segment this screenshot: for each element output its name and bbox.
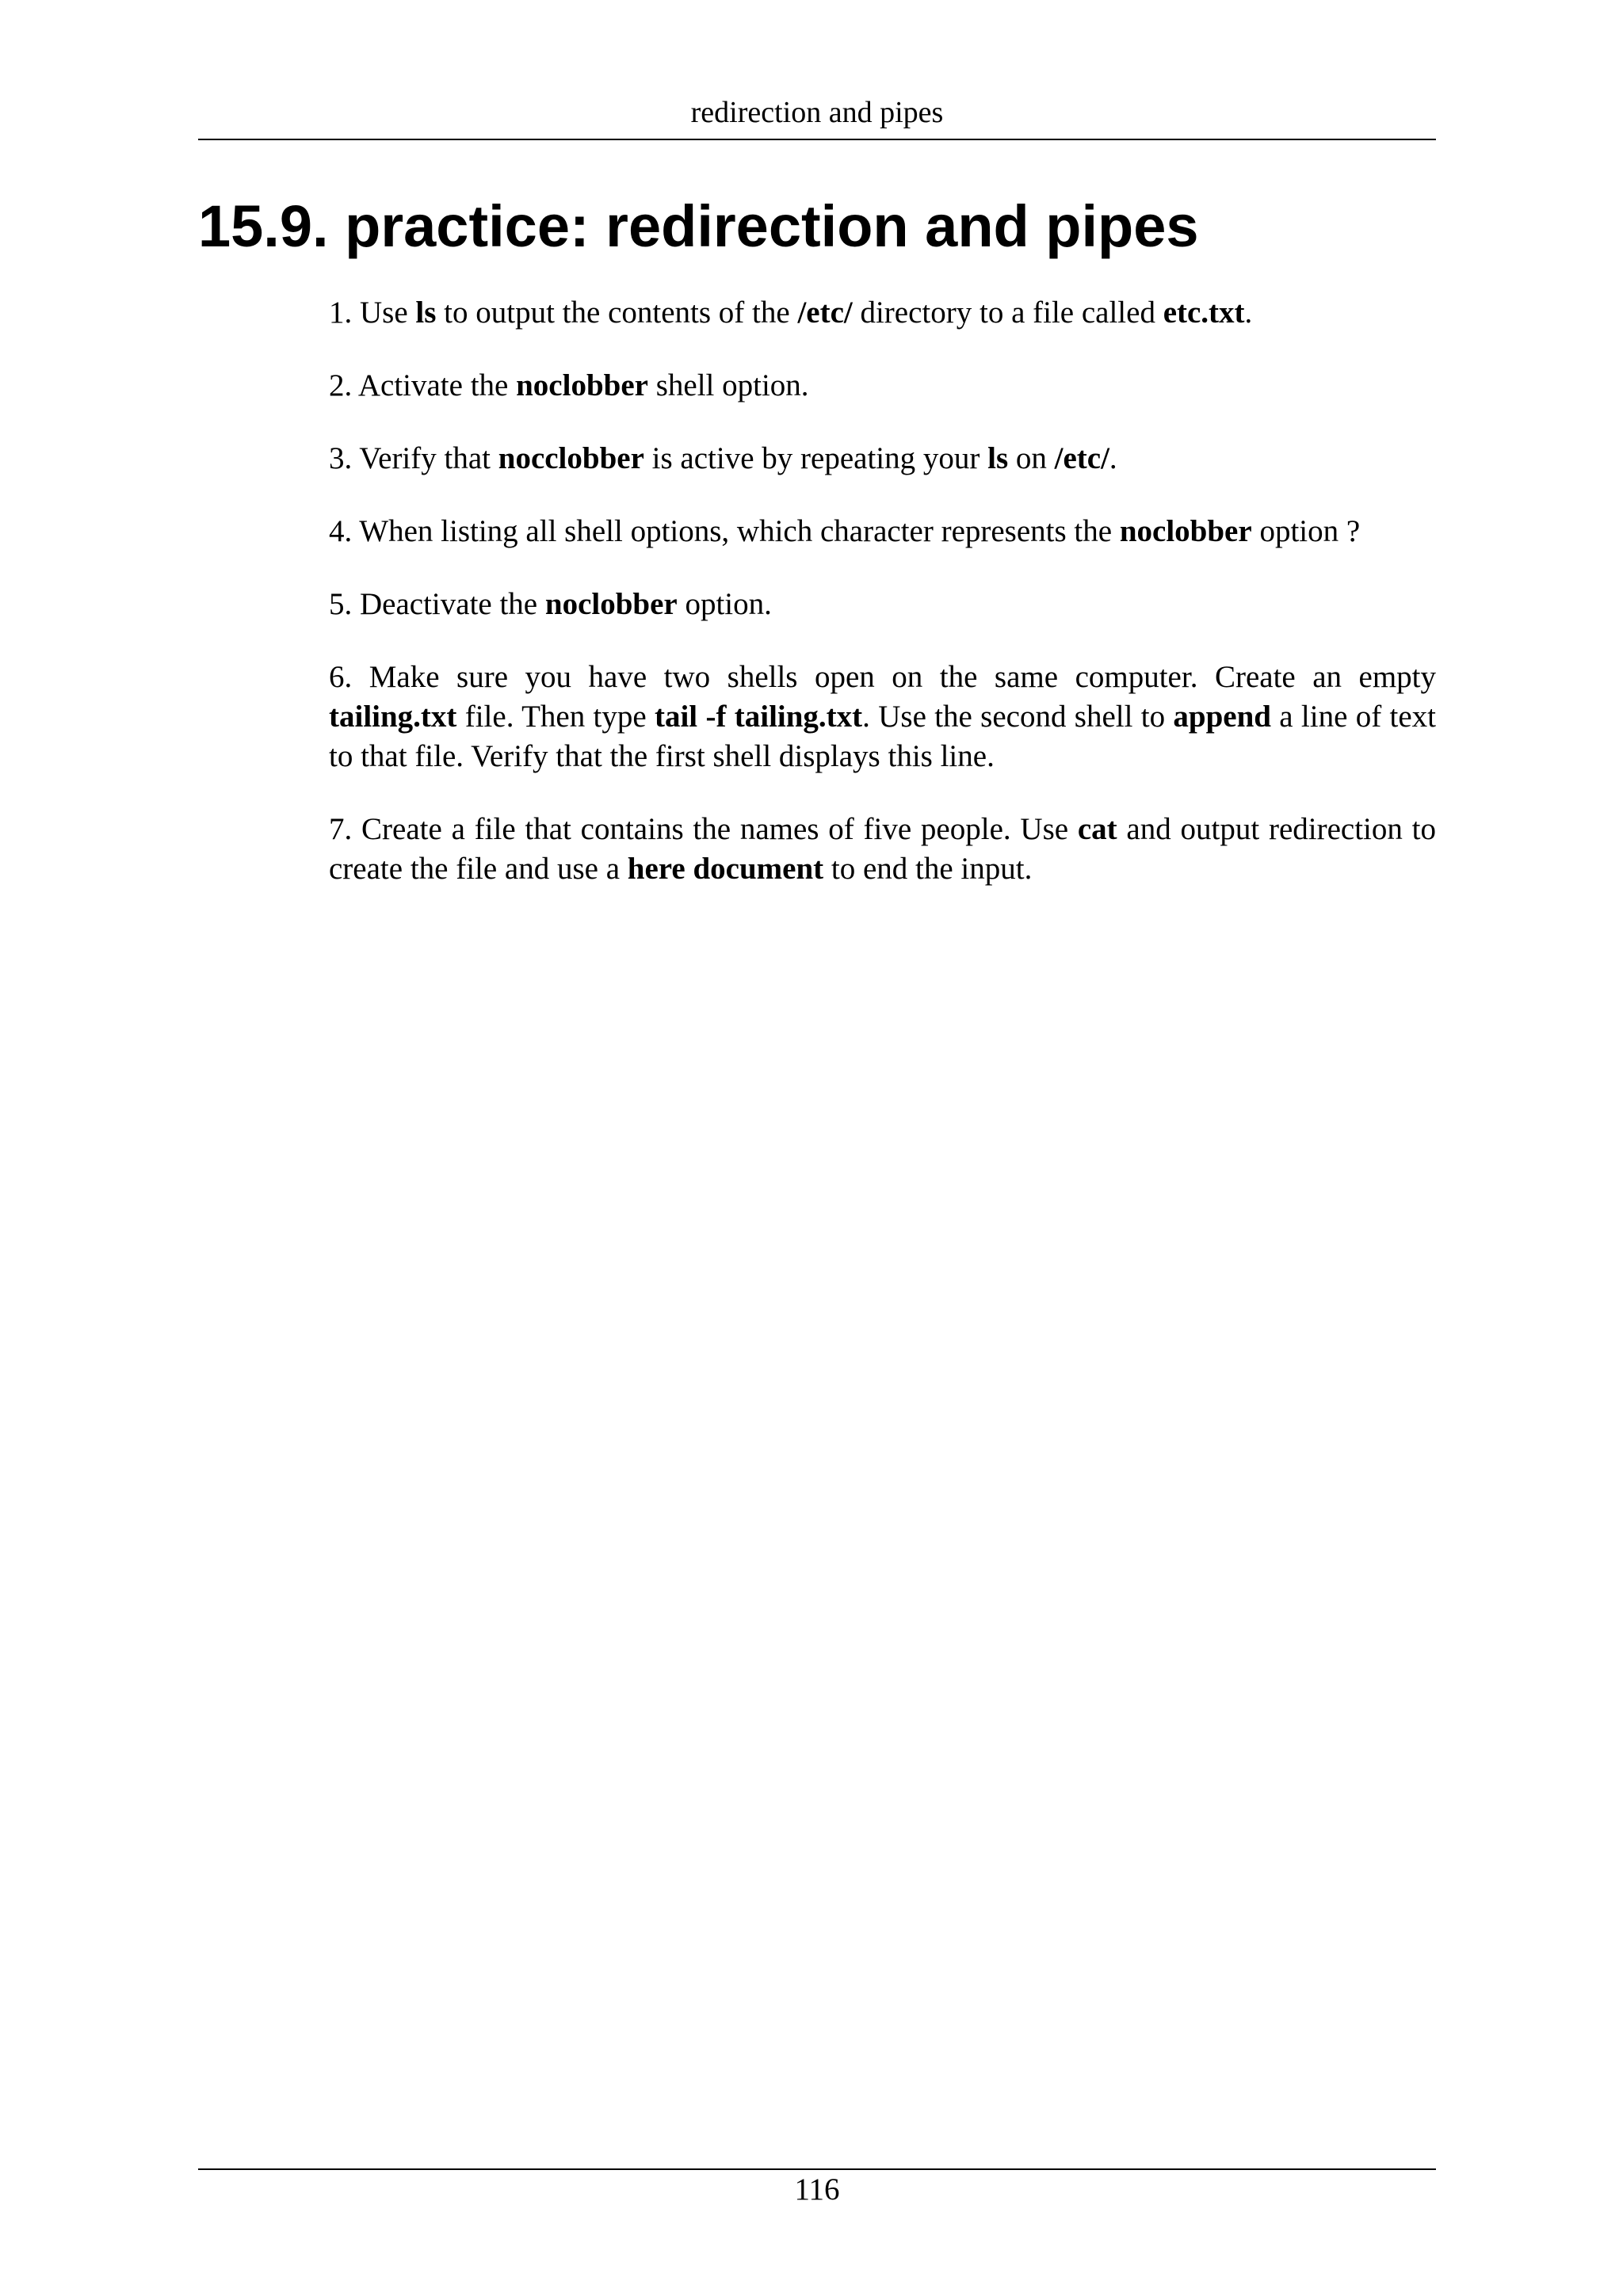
exercise-text: option ? <box>1251 514 1361 548</box>
exercise-text: 1. Use <box>329 296 416 330</box>
header-divider <box>198 139 1436 140</box>
exercise-text: on <box>1008 441 1055 475</box>
exercise-text: option. <box>677 587 772 621</box>
exercise-text: to output the contents of the <box>436 296 798 330</box>
bold-term: etc.txt <box>1163 296 1245 330</box>
exercise-text: shell option. <box>647 368 809 402</box>
bold-term: tail -f tailing.txt <box>654 700 863 734</box>
page-number: 116 <box>794 2172 840 2206</box>
bold-term: cat <box>1077 812 1117 846</box>
exercise-text: . Use the second shell to <box>862 700 1174 734</box>
exercise-text: 6. Make sure you have two shells open on the same computer. Create an empty <box>329 660 1436 694</box>
exercise-item <box>329 439 1436 479</box>
exercise-list <box>329 293 1436 922</box>
exercise-text: and output redirection to create the file and use a <box>329 812 1436 886</box>
bold-term: nocclobber <box>498 441 644 475</box>
section-title: 15.9. practice: redirection and pipes <box>198 193 1199 259</box>
bold-term: noclobber <box>1119 514 1252 548</box>
exercise-text: 4. When listing all shell options, which character represents the <box>329 514 1120 548</box>
exercise-text: . <box>1109 441 1117 475</box>
exercise-text: a line of text to that file. Verify that the first shell displays this line. <box>329 700 1436 773</box>
bold-term: /etc/ <box>1054 441 1109 475</box>
bold-term: /etc/ <box>797 296 853 330</box>
exercise-text: to end the input. <box>823 852 1033 886</box>
exercise-text: 3. Verify that <box>329 441 498 475</box>
footer-divider <box>198 2168 1436 2170</box>
exercise-item <box>329 810 1436 889</box>
exercise-item <box>329 658 1436 776</box>
exercise-item <box>329 293 1436 333</box>
bold-term: append <box>1173 700 1271 734</box>
bold-term: noclobber <box>516 368 648 402</box>
exercise-item <box>329 366 1436 406</box>
exercise-item <box>329 585 1436 624</box>
exercise-text: is active by repeating your <box>643 441 988 475</box>
running-header: redirection and pipes <box>690 96 944 129</box>
exercise-text: directory to a file called <box>852 296 1163 330</box>
exercise-item <box>329 512 1436 551</box>
exercise-text: 2. Activate the <box>329 368 517 402</box>
bold-term: noclobber <box>544 587 678 621</box>
bold-term: ls <box>415 296 437 330</box>
exercise-text: file. Then type <box>456 700 655 734</box>
bold-term: here document <box>627 852 824 886</box>
exercise-text: . <box>1244 296 1253 330</box>
exercise-text: 5. Deactivate the <box>329 587 545 621</box>
bold-term: tailing.txt <box>329 700 457 734</box>
exercise-text: 7. Create a file that contains the names of five people. Use <box>329 812 1078 846</box>
bold-term: ls <box>987 441 1009 475</box>
